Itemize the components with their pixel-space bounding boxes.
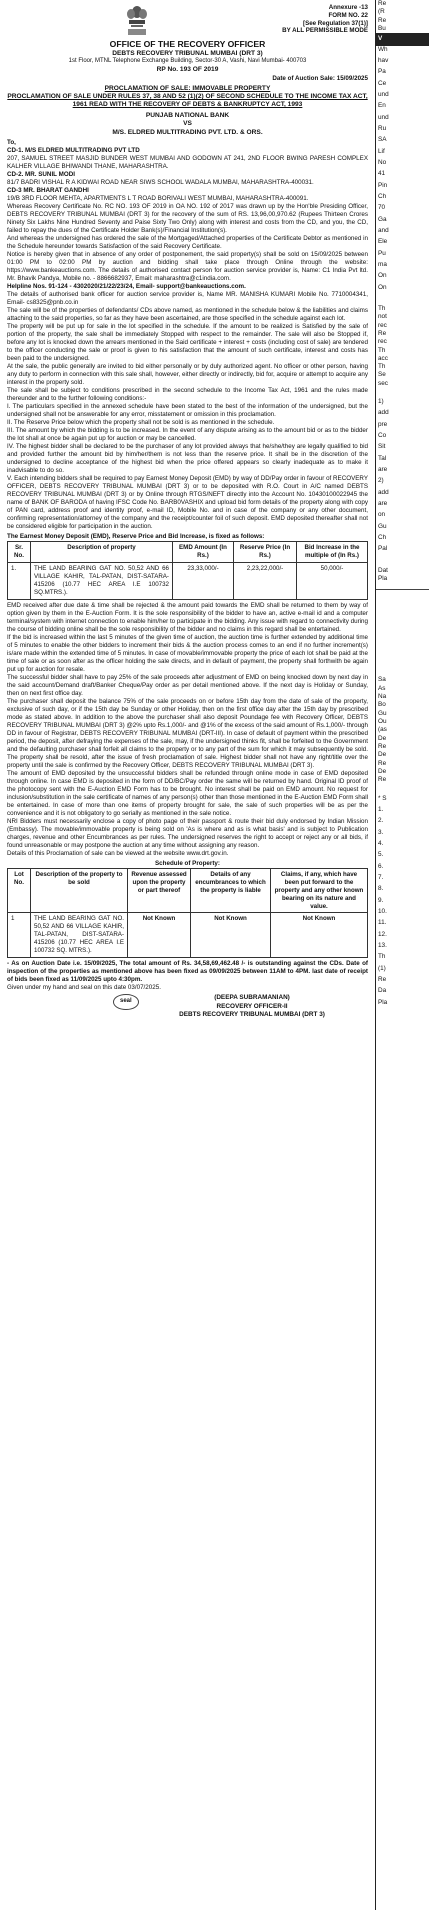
sched-col-revenue: Revenue assessed upon the property or part thereof: [128, 868, 191, 913]
side-fragment: Ce: [378, 79, 387, 87]
emd-col-reserve: Reserve Price (In Rs.): [234, 542, 297, 563]
emd-table-title: The Earnest Money Deposit (EMD), Reserve Price and Bid Increase, is fixed as follows:: [7, 533, 265, 541]
side-fragment: on: [378, 511, 386, 519]
balance-payment-paragraph: The purchaser shall deposit the balance 75% of the sale proceeds on or before 15th day from the date of sale of the property, exclusive of such day, or if the 15th day be Sunday or other Holiday, then on the first office day after the 15th day by prescribed mode as stated above. In addition to the above the purchaser shall also deposit Poundage fee with Recovery Officer, DEBTS RECOVERY TRIBUNAL MUMBAI (DRT 3) @2% upto Rs.1,000/- and @1% of the excess of the said amount of Rs.1,000/- through DD in favour of Registrar, DEBTS RECOVERY TRIBUNAL MUMBAI (DRT-III). In case of default of payment within the prescribed period, the deposit, after defraying the expenses of the sale, may, if the undersigned thinks fit, shall be forfeited to the Government and the defaulting purchaser shall forfeit all claims to the property or to any part of the sum for which it may subsequently be sold. The property shall be resold, after the issue of fresh proclamation of sale. Highest bidder shall not have any right/title over the property until the sale is confirmed by the Recovery Officer, DEBTS RECOVERY TRIBUNAL MUMBAI (DRT 3).: [7, 697, 368, 769]
schedule-table-header: [8, 868, 368, 913]
notice-header: [7, 4, 368, 38]
side-fragment: 1.: [378, 805, 384, 813]
side-lines-e: [376, 676, 429, 784]
condition-5: V. Each intending bidders shall be required to pay Earnest Money Deposit (EMD) by way of DD/Pay order in favour of RECOVERY OFFICER, DEBTS RECOVERY TRIBUNAL MUMBAI (DRT 3) or to be deposited with R.O. Court in A/C named DEBTS RECOVERY TRIBUNAL MUMBAI (DRT 3) or by Online through RTGS/NEFT directly into the Account No. 10430100022945 the name of BANK OF BARODA of having IFSC Code No. BARB0VASHIX and upload bid form details of the property along with copy of PAN card, address proof and identity proof, e-mail ID, Mobile No. and in case of the company or any other document, confirming representation/attorney of the company and the receipt/counter foil of such deposit. EMD deposited thereafter shall not be considered eligible for participation in the auction.: [7, 475, 368, 531]
side-fragment: Da: [378, 987, 387, 995]
side-fragment: add: [378, 409, 389, 417]
emd-cell-sr: 1.: [8, 563, 31, 600]
side-fragment: Th: [378, 346, 386, 354]
side-fragment: 2): [378, 477, 384, 485]
bank-officer-paragraph: The details of authorised bank officer for auction service provider is, Name MR. MANISHA KUMARI Mobile No. 7710004341, Email- cs8325@pnb.co.in: [7, 291, 368, 307]
cd1-address: 207, SAMUEL STREET MASJID BUNDER WEST MUMBAI AND GODOWN AT 241, 2ND FLOOR BWING PARESH COMPLEX KALHER VILLAGE BHIWANDI THANE, MAHARASHTRA.: [7, 155, 368, 171]
emd-table: [7, 541, 368, 600]
sched-col-lot: Lot No.: [8, 868, 31, 913]
auction-notice-paragraph: Notice is hereby given that in absence of any order of postponement, the said property(s) shall be sold on 15/09/2025 between 01:00 PM to 02:00 PM by auction and bidding shall take place through Online through the website: https://www.bankeauctions.com. The details of authorised contact person for auction service provider is, Name: C1 India Pvt ltd. Mr. Bhavik Pandya, Mobile no. - 8866682937, Email: maharashtra@c1india.com.: [7, 251, 368, 283]
side-fragment: SA: [378, 136, 387, 144]
table-row: [8, 913, 368, 958]
office-title: OFFICE OF THE RECOVERY OFFICER: [109, 39, 266, 49]
condition-1: I. The particulars specified in the annexed schedule have been stated to the best of the information of the undersigned, but the undersigned shall not be answerable for any error, misstatement or omission in this proclamation.: [7, 403, 368, 419]
cd1-name: CD-1. M/S ELDRED MULTITRADING PVT LTD: [7, 147, 140, 155]
side-fragment: 10.: [378, 907, 387, 915]
side-fragment: Pa: [378, 68, 386, 76]
side-fragment: Ch: [378, 192, 387, 200]
side-fragment: Pu: [378, 249, 386, 257]
sched-col-encumbrances: Details of any encumbrances to which the property is liable: [191, 868, 271, 913]
side-fragment: De: [378, 768, 387, 775]
side-fragment: sec: [378, 379, 388, 387]
versus: VS: [183, 120, 192, 128]
emd-col-emd: EMD Amount (In Rs.): [173, 542, 234, 563]
form-number: FORM NO. 22: [328, 11, 368, 19]
signatory: [127, 994, 377, 1020]
side-fragment: Co: [378, 432, 387, 440]
side-fragment: Dat: [378, 566, 388, 574]
sched-cell-encumbrances: Not Known: [191, 913, 271, 958]
side-fragment: Ou: [378, 718, 387, 726]
side-fragment: De: [378, 751, 387, 759]
given-under-hand-paragraph: Given under my hand and seal on this date 03/07/2025.: [7, 984, 161, 992]
public-bid-paragraph: At the sale, the public generally are invited to bid either personally or by duly authorized agent. No officer or other person, having any duty to perform in connection with this sale shall, however, either directly or indirectly, bid for, acquire or attempt to acquire any interest in the property sold.: [7, 363, 368, 387]
side-fragment: not: [378, 313, 387, 321]
side-fragment: Gu: [378, 522, 387, 530]
side-fragment: Ga: [378, 215, 387, 223]
adjacent-notices-column: [375, 0, 429, 1910]
side-fragment: 2.: [378, 817, 384, 825]
side-lines-c: [376, 398, 429, 554]
side-fragment: Lif: [378, 147, 385, 155]
side-fragment: Re: [378, 0, 387, 7]
side-fragment: On: [378, 272, 387, 280]
side-fragment: 13.: [378, 941, 387, 949]
side-fragment: Tal: [378, 454, 387, 462]
side-fragment: are: [378, 466, 388, 474]
side-fragment: (as: [378, 726, 387, 734]
side-fragment: As: [378, 684, 386, 692]
schedule-title: Schedule of Property:: [155, 859, 220, 867]
side-fragment: ma: [378, 260, 387, 268]
emd-col-description: Description of property: [31, 542, 173, 563]
permissible-mode: BY ALL PERMISSIBLE MODE: [282, 27, 368, 35]
side-fragment: Th: [378, 304, 386, 312]
side-fragment: Re: [378, 329, 387, 337]
office-address: 1st Floor, MTNL Telephone Exchange Building, Sector-30 A, Vashi, Navi Mumbai- 400703: [68, 58, 307, 65]
side-lines-d: [376, 567, 429, 584]
seal-stamp: seal: [113, 994, 139, 1010]
side-divider: [376, 589, 429, 590]
signatory-title: RECOVERY OFFICER-II: [216, 1002, 288, 1010]
cd3-address: 19/B 3RD FLOOR MEHTA, APARTMENTS L T ROAD BORIVALI WEST MUMBAI, MAHARASHTRA-400091.: [7, 195, 309, 203]
side-fragment: Se: [378, 371, 386, 379]
conditions-paragraph: The sale shall be subject to conditions prescribed in the second schedule to the Income Tax Act, 1961 and the rules made thereunder and to the further following conditions:-: [7, 387, 368, 403]
side-dark-label: V: [376, 33, 429, 45]
side-fragment: Pla: [378, 575, 388, 583]
side-fragment: Pin: [378, 181, 388, 189]
side-fragment: Ch: [378, 534, 387, 542]
side-fragment: 9.: [378, 896, 384, 904]
side-fragment: Th: [378, 363, 386, 371]
side-fragment: 11.: [378, 919, 387, 927]
side-fragment: * S: [378, 794, 387, 802]
emd-cell-description: THE LAND BEARING GAT NO. 50,52 AND 66 VILLAGE KAHIR, TAL-PATAN, DIST-SATARA- 415206 (10.77 HEC AREA I.E 100732 SQ.MTRS.).: [31, 563, 173, 600]
side-fragment: are: [378, 500, 388, 508]
side-fragment: Wh: [378, 45, 388, 53]
to-label: To,: [7, 139, 16, 147]
side-fragment: pre: [378, 420, 388, 428]
annexure-label: Annexure -13: [328, 4, 368, 11]
side-fragment: Re: [378, 776, 387, 784]
condition-4: IV. The highest bidder shall be declared to be the purchaser of any lot provided always that he/she/they are legally qualified to bid and provided further the amount bid by him/her/them is not less than the reserve price. It shall be in the discretion of the undersigned to decline acceptance of the highest bid when the price offered appears so clearly inadequate as to make it inadvisable to do so.: [7, 443, 368, 475]
form-reference: [282, 4, 368, 38]
sched-cell-claims: Not Known: [271, 913, 368, 958]
defendant-name: M/S. ELDRED MULTITRADING PVT. LTD. & ORS.: [112, 128, 263, 136]
emd-table-header: [8, 542, 368, 563]
emd-col-bid-increase: Bid Increase in the multiple of (In Rs.): [297, 542, 368, 563]
cd2-address: 81/7 BADRI VISHAL R A KIDWAI ROAD NEAR SIWS SCHOOL WADALA MUMBAI, MAHARASHTRA-400031.: [7, 179, 314, 187]
side-fragment: (R: [378, 8, 385, 16]
side-fragment: On: [378, 283, 387, 291]
emd-col-sr: Sr. No.: [8, 542, 31, 563]
side-fragment: 1): [378, 398, 384, 406]
successful-bidder-paragraph: The successful bidder shall have to pay 25% of the sale proceeds after adjustment of EMD on being knocked down by next day in the said account/Demand draft/Banker Cheque/Pay order as per detail mentioned above. If the next day is Holiday or Sunday, then on next first office day.: [7, 673, 368, 697]
signature-block: [7, 994, 368, 1034]
side-fragment: und: [378, 90, 389, 98]
auction-date: Date of Auction Sale: 15/09/2025: [272, 74, 368, 82]
cd3-name: CD-3 MR. BHARAT GANDHI: [7, 187, 89, 195]
table-row: [8, 563, 368, 600]
tribunal-name: DEBTS RECOVERY TRIBUNAL MUMBAI (DRT 3): [112, 50, 263, 57]
side-fragment: acc: [378, 354, 388, 362]
side-fragment: Ru: [378, 124, 387, 132]
bank-name: PUNJAB NATIONAL BANK: [145, 111, 230, 119]
side-lines-b: [376, 305, 429, 388]
side-fragment: Na: [378, 693, 387, 701]
side-fragment: Bu: [378, 24, 386, 32]
side-fragment: rec: [378, 321, 387, 329]
side-fragment: Re: [378, 759, 387, 767]
schedule-table: [7, 868, 368, 958]
side-fragment: 70: [378, 204, 386, 212]
sched-cell-lot: 1: [8, 913, 31, 958]
time-extension-paragraph: If the bid is increased within the last 5 minutes of the given time of auction, the auction time is further extended by additional time of 5 minutes to enable the other bidders to increment their bids & the auction process comes to an end if no further increment(s) is/are made within the extended time of 5 minutes. In case of movable/immovable property the price of each lot shall be paid at the time of sale or as soon after as the officer holding the sale directs, and in default of payment, the property shall forthwith be again put up for auction for resale.: [7, 633, 368, 673]
nri-bidders-paragraph: NRI Bidders must necessarily enclose a copy of photo page of their passport & route their bid duly endorsed by Indian Mission (Embassy). The movable/immovable property is being sold on 'As is where and as is what basis' and is subject to Publication charges, revenue and other Encumbrances as per rules. The undersigned reserves the right to accept or reject any or all bids, if found unreasonable or may postpone the auction at any time without assigning any reason.: [7, 817, 368, 849]
side-fragment: 3.: [378, 828, 384, 836]
condition-2: II. The Reserve Price below which the property shall not be sold is as mentioned in the schedule.: [7, 419, 275, 427]
side-fragment: 12.: [378, 930, 387, 938]
proclamation-under-rules: PROCLAMATION OF SALE UNDER RULES 37, 38 AND 52 (1)(2) OF SECOND SCHEDULE TO THE INCOME TAX ACT, 1961 READ WITH THE RECOVERY OF DEBTS & BANKRUPTCY ACT, 1993: [7, 92, 368, 109]
side-fragment: Re: [378, 743, 387, 751]
emd-cell-bid-increase: 50,000/-: [297, 563, 368, 600]
side-fragment: (1): [378, 964, 386, 972]
side-fragment: De: [378, 734, 387, 742]
signatory-office: DEBTS RECOVERY TRIBUNAL MUMBAI (DRT 3): [179, 1011, 325, 1019]
website-paragraph: Details of this Proclamation of sale can be viewed at the website www.drt.gov.in.: [7, 849, 229, 857]
national-emblem-icon: [125, 4, 149, 38]
side-fragment: Ele: [378, 238, 388, 246]
side-fragment: 6.: [378, 862, 384, 870]
proclamation-title: PROCLAMATION OF SALE: IMMOVABLE PROPERTY: [104, 84, 271, 92]
side-fragment: 5.: [378, 851, 384, 859]
side-fragment: Re: [378, 16, 387, 24]
side-lines-a: [376, 46, 429, 292]
side-top-lines: [376, 0, 429, 33]
side-fragment: Sit: [378, 443, 386, 451]
side-fragment: 8.: [378, 885, 384, 893]
side-fragment: add: [378, 488, 389, 496]
emd-cell-reserve: 2,23,22,000/-: [234, 563, 297, 600]
side-lines-f: [376, 795, 429, 1007]
emd-refund-paragraph: The amount of EMD deposited by the unsuccessful bidders shall be refunded through online mode in case of EMD deposited through online. In case EMD is deposited in the form of DD/BC/Pay order the same will be returned by hand. Original ID proof of the photocopy sent with the E-Auction EMD Form has to be brought. No interest shall be paid on EMD amount. No request for inclusion/substitution in the sale certificate of names of any person(s) other than those mentioned in the E-Auction EMD Form shall be entertained. In case of more than one items of property brought for sale, the sale of such properties will be as per the convenience and it is not obligatory to go serially as mentioned in the sale notice.: [7, 769, 368, 817]
side-fragment: Bo: [378, 701, 386, 709]
side-fragment: Re: [378, 975, 387, 983]
side-fragment: und: [378, 113, 389, 121]
schedule-paragraph: The sale will be of the properties of defendants/ CDs above named, as mentioned in the schedule below & the liabilities and claims attaching to the said properties, so far as they have been ascertained, are those specified in the schedule against each lot.: [7, 307, 368, 323]
side-fragment: 4.: [378, 839, 384, 847]
side-fragment: hav: [378, 56, 389, 64]
side-fragment: Gu: [378, 709, 387, 717]
rp-number: RP No. 193 OF 2019: [156, 66, 219, 74]
sched-cell-description: THE LAND BEARING GAT NO. 50,52 AND 66 VILLAGE KAHIR, TAL-PATAN, DIST-SATARA- 415206 (10.77 HEC AREA I.E 100732 SQ. MTRS.).: [31, 913, 128, 958]
side-fragment: No: [378, 158, 387, 166]
side-fragment: 41: [378, 170, 386, 178]
side-fragment: rec: [378, 338, 387, 346]
condition-3: III. The amount by which the bidding is to be increased. In the event of any dispute arising as to the amount bid or as to the bidder the lot shall at once be again put up for auction or may be cancelled.: [7, 427, 368, 443]
side-fragment: Th: [378, 953, 386, 961]
sched-cell-revenue: Not Known: [128, 913, 191, 958]
lot-paragraph: The property will be put up for sale in the lot specified in the schedule. If the amount to be realized is Satisfied by the sale of portion of the property, the sale shall be immediately Stopped with respect to the remainder. The sale will also be Stopped if, before any lot is knocked down the arrears mentioned in the Said certificate + interest + costs (including cost of sale) are tendered to the officer conducting the sale or proof is given to his satisfaction that the amount of such certificate, interest and costs has been paid to the undersigned.: [7, 323, 368, 363]
regulation-ref: [See Regulation 37(1)]: [303, 19, 368, 27]
helpline-paragraph: Helpline Nos. 91-124 - 4302020/21/22/23/24, Email- support@bankeauctions.com.: [7, 283, 246, 291]
cd2-name: CD-2. MR. SUNIL MODI: [7, 171, 75, 179]
side-fragment: Pal: [378, 545, 388, 553]
emd-rejection-paragraph: EMD received after due date & time shall be rejected & the amount paid towards the EMD shall be returned to them by way of option given by them in the E-Auction Form. It is the sole responsibility of the bidder to have an, active e-mail id and a computer terminal/system with internet connection to enable him/her to participate in the bidding. Any issue with regard to connectivity during the course of bidding online shall be the sole responsibility of the bidder and no claims in this regard shall be entertained.: [7, 601, 368, 633]
recovery-certificate-paragraph: Whereas Recovery Certificate No. RC NO. 193 OF 2019 in OA NO. 192 of 2017 was drawn up by the Hon'ble Presiding Officer, DEBTS RECOVERY TRIBUNAL MUMBAI (DRT 3) for the recovery of the sum of RS. 13,96,00,970.62 (Rupees Thirteen Crores Ninety Six Lakhs Nine Hundred Seventy and Paise Sixty Two Only) along with interest and costs from the CD, and you, the CD, failed to repay the dues of the Certificate Holder Bank(s)/Financial Institution(s).: [7, 203, 368, 235]
side-fragment: 7.: [378, 873, 384, 881]
sched-col-description: Description of the property to be sold: [31, 868, 128, 913]
side-fragment: and: [378, 226, 389, 234]
emd-cell-emd: 23,33,000/-: [173, 563, 234, 600]
sale-order-paragraph: And whereas the undersigned has ordered the sale of the Mortgaged/Attached properties of the Certificate Debtor as mentioned in the Schedule hereunder towards Satisfaction of the said Recovery Certificate.: [7, 235, 368, 251]
sched-col-claims: Claims, if any, which have been put forward to the property and any other known bearing on its nature and value.: [271, 868, 368, 913]
side-fragment: Pla: [378, 998, 388, 1006]
side-fragment: Sa: [378, 676, 386, 684]
signatory-name: (DEEPA SUBRAMANIAN): [214, 994, 290, 1002]
outstanding-amount-paragraph: - As on Auction Date i.e. 15/09/2025, The total amount of Rs. 34,58,69,462.48 /- is outstanding against the CDs. Date of inspection of the properties as mentioned above has been fixed as 09/09/2025 between 11AM to 4PM. last date of receipt of bids been fixed as 11/09/2025 upto 4:30pm.: [7, 960, 368, 984]
side-fragment: En: [378, 102, 386, 110]
